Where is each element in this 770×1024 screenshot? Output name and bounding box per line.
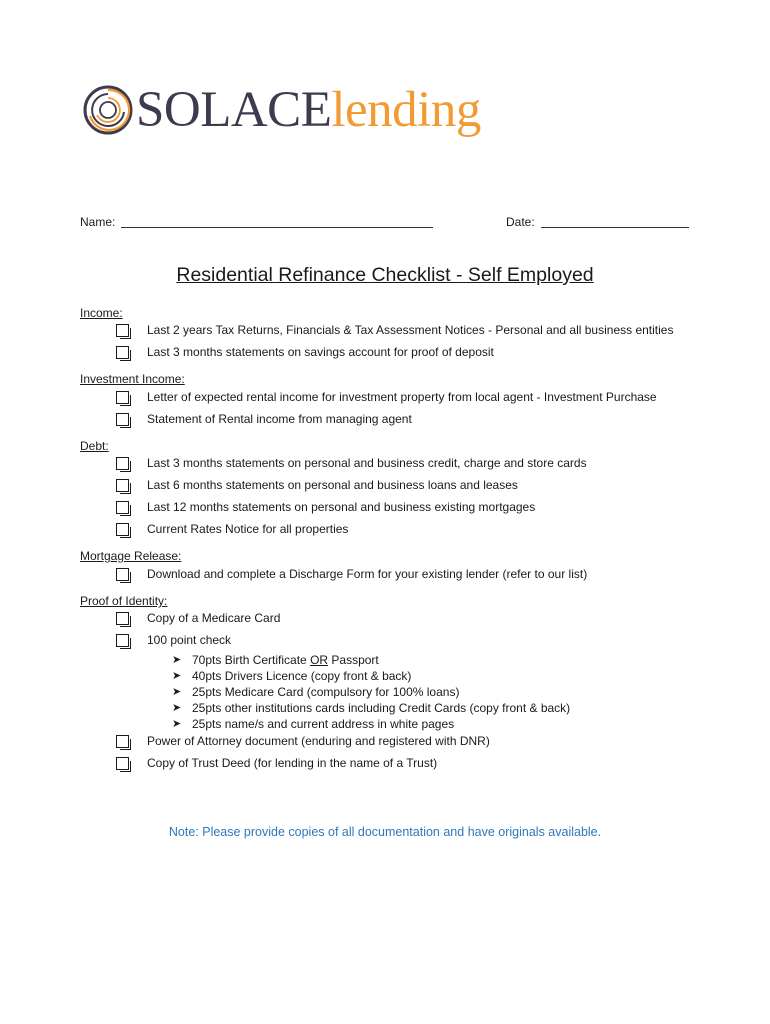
section-income-heading: Income:: [80, 306, 123, 320]
page-title: Residential Refinance Checklist - Self Employed: [176, 264, 594, 286]
checkbox-icon[interactable]: [116, 501, 129, 514]
name-label: Name:: [80, 215, 116, 229]
footer-note: Note: Please provide copies of all documentation and have originals available.: [168, 825, 602, 839]
arrow-bullet-icon: ➤: [172, 718, 182, 730]
points-item: ➤ 70pts Birth Certificate OR Passport: [172, 653, 379, 667]
checklist-item[interactable]: Last 3 months statements on personal and business credit, charge and store cards: [116, 454, 129, 472]
points-item: ➤ 25pts name/s and current address in white pages: [172, 717, 455, 731]
checklist-item[interactable]: Last 2 years Tax Returns, Financials & Tax Assessment Notices - Personal and all business entities: [116, 321, 129, 339]
or-emphasis: OR: [310, 653, 329, 667]
points-item: ➤ 25pts other institutions cards including Credit Cards (copy front & back): [172, 701, 571, 715]
checkbox-icon[interactable]: [116, 479, 129, 492]
arrow-bullet-icon: ➤: [172, 670, 182, 682]
checklist-item[interactable]: Download and complete a Discharge Form for your existing lender (refer to our list): [116, 565, 129, 583]
date-field[interactable]: [506, 213, 689, 231]
checklist-item[interactable]: Current Rates Notice for all properties: [116, 520, 129, 538]
checklist-item[interactable]: Power of Attorney document (enduring and registered with DNR): [116, 732, 129, 750]
checkbox-icon[interactable]: [116, 324, 129, 337]
checklist-item[interactable]: Copy of Trust Deed (for lending in the name of a Trust): [116, 754, 129, 772]
checkbox-icon[interactable]: [116, 568, 129, 581]
checklist-item[interactable]: Last 12 months statements on personal and business existing mortgages: [116, 498, 129, 516]
arrow-bullet-icon: ➤: [172, 702, 182, 714]
points-item: ➤ 25pts Medicare Card (compulsory for 100% loans): [172, 685, 460, 699]
name-blank[interactable]: [121, 213, 433, 228]
checklist-item[interactable]: Letter of expected rental income for investment property from local agent - Investment Purchase: [116, 388, 129, 406]
checkbox-icon[interactable]: [116, 457, 129, 470]
brand-lending: lending: [331, 82, 481, 138]
checkbox-icon[interactable]: [116, 391, 129, 404]
section-debt-heading: Debt:: [80, 439, 109, 453]
name-field[interactable]: [80, 213, 433, 231]
brand-solace: SOLACE: [136, 82, 332, 138]
swirl-logo-icon: [82, 84, 134, 136]
solace-lending-logo: [82, 80, 481, 140]
checkbox-icon[interactable]: [116, 757, 129, 770]
points-item: ➤ 40pts Drivers Licence (copy front & back): [172, 669, 412, 683]
checklist-item[interactable]: Last 6 months statements on personal and business loans and leases: [116, 476, 129, 494]
checkbox-icon[interactable]: [116, 523, 129, 536]
checkbox-icon[interactable]: [116, 413, 129, 426]
checklist-item[interactable]: Statement of Rental income from managing agent: [116, 410, 129, 428]
section-mortgage-heading: Mortgage Release:: [80, 549, 182, 563]
checkbox-icon[interactable]: [116, 346, 129, 359]
checkbox-icon[interactable]: [116, 634, 129, 647]
date-label: Date:: [506, 215, 535, 229]
checklist-item[interactable]: Copy of a Medicare Card: [116, 609, 129, 627]
brand-wordmark: [136, 80, 481, 140]
section-investment-heading: Investment Income:: [80, 372, 185, 386]
section-identity-heading: Proof of Identity:: [80, 594, 168, 608]
checklist-item[interactable]: Last 3 months statements on savings account for proof of deposit: [116, 343, 129, 361]
date-blank[interactable]: [541, 213, 689, 228]
checklist-item[interactable]: 100 point check: [116, 631, 129, 649]
arrow-bullet-icon: ➤: [172, 654, 182, 666]
checkbox-icon[interactable]: [116, 735, 129, 748]
arrow-bullet-icon: ➤: [172, 686, 182, 698]
checkbox-icon[interactable]: [116, 612, 129, 625]
